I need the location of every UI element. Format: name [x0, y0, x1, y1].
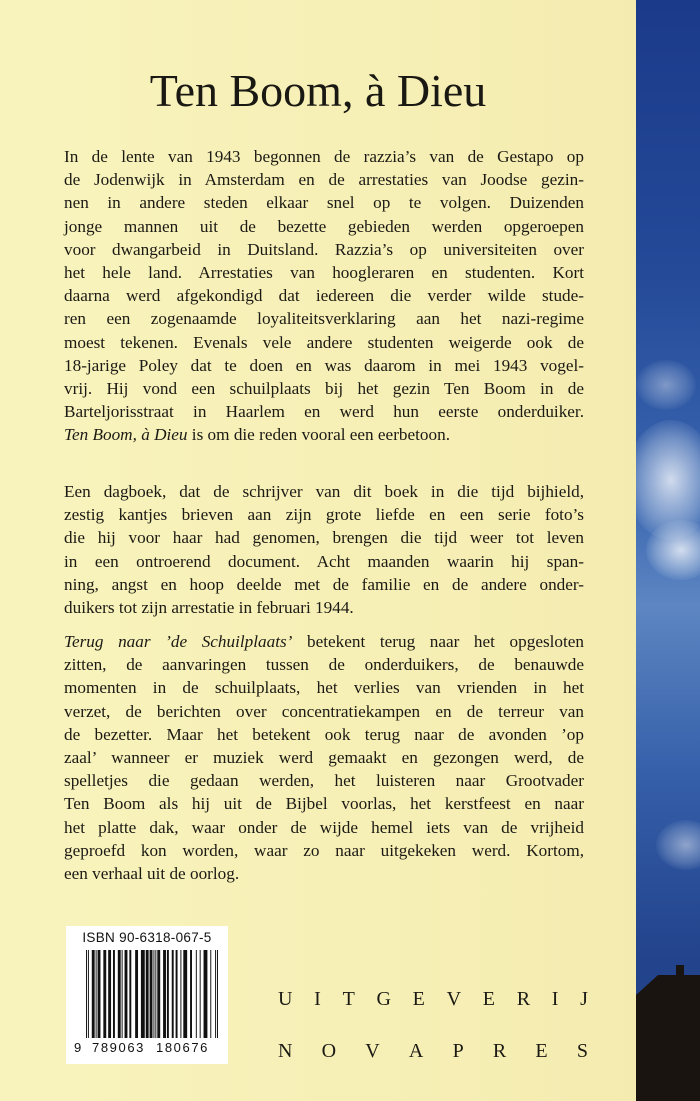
barcode-bar	[92, 950, 95, 1038]
text-line: momenten in de schuilplaats, het verlies van vrienden in het	[64, 678, 584, 698]
barcode-digits-group-1: 789063	[92, 1040, 145, 1055]
barcode-digit-lead: 9	[74, 1040, 83, 1055]
publisher-line-2	[278, 1040, 588, 1063]
publisher-letter: I	[314, 988, 321, 1010]
barcode-label	[66, 926, 228, 1064]
text-line: het hele land. Arrestaties van hoogleraren en studenten. Kort	[64, 263, 584, 283]
text-line: daarna werd afgekondigd dat iedereen die verder wilde stude-	[64, 286, 584, 306]
publisher-letter: J	[580, 988, 588, 1010]
publisher-letter: U	[278, 988, 293, 1010]
text-line: moest tekenen. Evenals vele andere studenten weigerde ook de	[64, 332, 584, 352]
text-line: die hij voor haar had genomen, brengen die tijd weer tot leven	[64, 528, 584, 548]
publisher-letter: R	[516, 988, 531, 1010]
text-line: duikers tot zijn arrestatie in februari 1944.	[64, 598, 354, 618]
barcode-bar	[190, 950, 192, 1038]
barcode-bar	[217, 950, 218, 1038]
barcode-bar	[103, 950, 106, 1038]
text-line: het platte dak, waar onder de wijde hemel iets van de vrijheid	[64, 817, 584, 837]
barcode-bar	[153, 950, 154, 1038]
barcode-bar	[172, 950, 174, 1038]
spine-sky-photo	[636, 0, 700, 1101]
text-line: Een dagboek, dat de schrijver van dit boek in die tijd bijhield,	[64, 482, 584, 501]
publisher-letter: S	[576, 1040, 588, 1062]
text-line: zitten, de aanvaringen tussen de onderduikers, de benauwde	[64, 655, 584, 675]
schuilplaats-title-italic: Terug naar ’de Schuilplaats’	[64, 632, 293, 651]
barcode-bar	[167, 950, 169, 1038]
text-line: geproefd kon worden, waar zo naar uitgekeken werd. Kortom,	[64, 840, 584, 860]
text-line: vrij. Hij vond een schuilplaats bij het gezin Ten Boom in de	[64, 379, 584, 399]
publisher-letter: R	[492, 1040, 507, 1062]
barcode-bar	[163, 950, 166, 1038]
barcode-bar	[141, 950, 145, 1038]
barcode-bar	[180, 950, 181, 1038]
house-roof-silhouette	[636, 965, 700, 1101]
text-line: de bezetter. Maar het betekent ook terug naar de avonden ’op	[64, 724, 584, 744]
text-line-rest: is om die reden vooral een eerbetoon.	[187, 425, 450, 445]
text-line: In de lente van 1943 begonnen de razzia’s van de Gestapo op	[64, 147, 584, 166]
text-line: in een ontroerend document. Acht maanden waarin hij span-	[64, 551, 584, 571]
text-line: nen in andere steden elkaar snel op te volgen. Duizenden	[64, 193, 584, 213]
barcode-bar	[210, 950, 211, 1038]
barcode-bar	[150, 950, 153, 1038]
text-line: zaal’ wanneer er muziek werd gemaakt en gezongen werd, de	[64, 748, 584, 768]
book-title-italic: Ten Boom, à Dieu	[64, 425, 188, 445]
text-line: ning, angst en hoop deelde met de familie en de andere onder-	[64, 574, 584, 594]
publisher-letter: E	[535, 1040, 548, 1062]
publisher-letter: V	[365, 1040, 380, 1062]
publisher-letter: A	[408, 1040, 424, 1062]
barcode-bar	[196, 950, 197, 1038]
barcode-bar	[98, 950, 101, 1038]
publisher-letter: I	[551, 988, 559, 1010]
text-line: zestig kantjes brieven aan zijn grote liefde en een serie foto’s	[64, 505, 584, 525]
barcode-bar	[96, 950, 97, 1038]
text-line: voor dwangarbeid in Duitsland. Razzia’s op universiteiten over	[64, 239, 584, 259]
barcode-bar	[122, 950, 123, 1038]
barcode-bar	[204, 950, 208, 1038]
text-line	[64, 630, 584, 653]
barcode-bar	[157, 950, 160, 1038]
publisher-letter: O	[321, 1040, 337, 1062]
isbn-number: ISBN 90-6318-067-5	[82, 930, 212, 945]
text-line	[64, 423, 584, 446]
barcode-bar	[86, 950, 87, 1038]
barcode-bar	[200, 950, 201, 1038]
publisher-letter: E	[412, 988, 425, 1010]
barcode-bar	[183, 950, 187, 1038]
barcode-bar	[155, 950, 156, 1038]
publisher-letter: N	[278, 1040, 293, 1062]
barcode-bar	[88, 950, 89, 1038]
barcode-icon	[86, 950, 218, 1038]
text-line: een verhaal uit de oorlog.	[64, 864, 240, 884]
barcode-bar	[135, 950, 138, 1038]
text-line-rest: betekent terug naar het opgesloten	[292, 632, 584, 651]
blurb-paragraph-1	[64, 145, 584, 447]
publisher-letter: T	[342, 988, 355, 1010]
text-line: de Jodenwijk in Amsterdam en de arrestaties van Joodse gezin-	[64, 170, 584, 190]
barcode-bar	[118, 950, 121, 1038]
text-line: ren een zogenaamde loyaliteitsverklaring aan het nazi-regime	[64, 309, 584, 329]
barcode-bar	[176, 950, 178, 1038]
barcode-bar	[129, 950, 131, 1038]
publisher-letter: G	[376, 988, 391, 1010]
text-line: verzet, de berichten over concentratiekampen en de terreur van	[64, 701, 584, 721]
text-line: Barteljorisstraat in Haarlem en werd hun eerste onderduiker.	[64, 402, 584, 422]
text-line: Ten Boom als hij uit de Bijbel voorlas, het kerstfeest en naar	[64, 794, 584, 814]
barcode-bar	[215, 950, 216, 1038]
blurb-paragraph-2	[64, 480, 584, 619]
publisher-line-1	[278, 988, 588, 1011]
text-line: 18-jarige Poley dat te doen en was daarom in mei 1943 vogel-	[64, 355, 584, 375]
text-line: spelletjes die gedaan werden, het luisteren naar Grootvader	[64, 771, 584, 791]
barcode-digits-group-2: 180676	[156, 1040, 209, 1055]
publisher-letter: P	[452, 1040, 464, 1062]
blurb-paragraph-3	[64, 630, 584, 885]
book-title: Ten Boom, à Dieu	[149, 65, 487, 116]
text-line: jonge mannen uit de bezette gebieden werden opgeroepen	[64, 216, 584, 236]
publisher-letter: V	[446, 988, 462, 1010]
barcode-bar	[113, 950, 115, 1038]
barcode-bar	[146, 950, 149, 1038]
publisher-letter: E	[482, 988, 495, 1010]
barcode-bar	[108, 950, 111, 1038]
barcode-bar	[125, 950, 128, 1038]
